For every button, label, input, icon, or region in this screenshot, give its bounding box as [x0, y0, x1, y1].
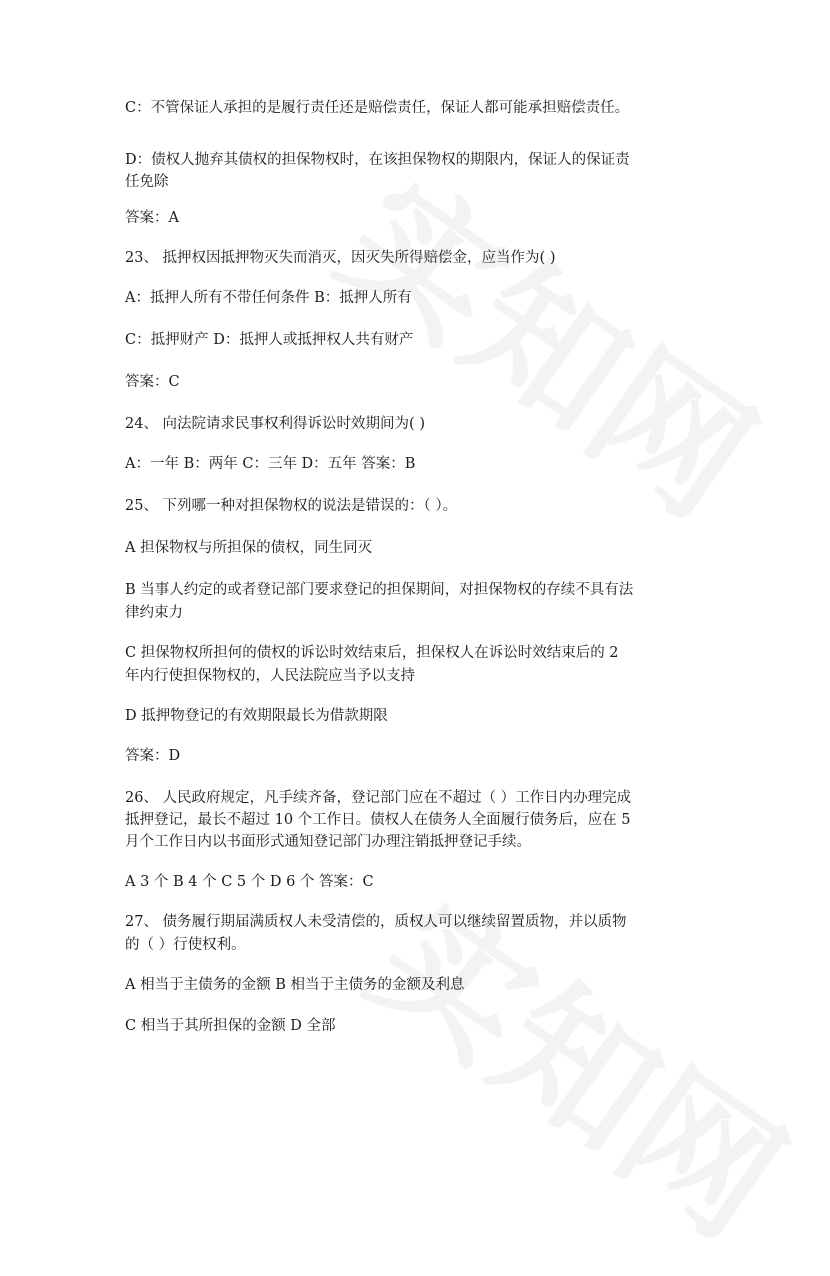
answer-line: 答案：D — [125, 748, 181, 764]
question-line: 的（ ）行使权利。 — [125, 937, 246, 953]
option-line: A：抵押人所有不带任何条件 B：抵押人所有 — [125, 290, 412, 306]
option-line: D 抵押物登记的有效期限最长为借款期限 — [125, 708, 388, 724]
question-line: 27、 债务履行期届满质权人未受清偿的，质权人可以继续留置质物，并以质物 — [125, 914, 627, 930]
answer-line: 答案：A — [125, 210, 179, 226]
option-line: B 当事人约定的或者登记部门要求登记的担保期间，对担保物权的存续不具有法 — [125, 582, 634, 598]
option-line: 律约束力 — [125, 605, 183, 621]
option-line: C 相当于其所担保的金额 D 全部 — [125, 1018, 336, 1034]
text-line: 任免除 — [125, 174, 169, 190]
watermark — [339, 840, 830, 1275]
question-line: 23、 抵押权因抵押物灭失而消灭，因灭失所得赔偿金，应当作为( ) — [125, 250, 556, 266]
text-line: C：不管保证人承担的是履行责任还是赔偿责任，保证人都可能承担赔偿责任。 — [125, 100, 630, 116]
option-line: C：抵押财产 D：抵押人或抵押权人共有财产 — [125, 332, 414, 348]
option-line: A 3 个 B 4 个 C 5 个 D 6 个 答案：C — [125, 874, 374, 890]
question-line: 25、 下列哪一种对担保物权的说法是错误的：（ ）。 — [125, 498, 458, 514]
option-line: C 担保物权所担何的债权的诉讼时效结束后，担保权人在诉讼时效结束后的 2 — [125, 645, 619, 661]
option-line: 年内行使担保物权的，人民法院应当予以支持 — [125, 668, 415, 684]
answer-line: 答案：C — [125, 374, 180, 390]
question-line: 26、 人民政府规定，凡手续齐备，登记部门应在不超过（ ）工作日内办理完成 — [125, 790, 632, 806]
question-line: 抵押登记，最长不超过 10 个工作日。债权人在债务人全面履行债务后，应在 5 — [125, 812, 631, 828]
option-line: A 担保物权与所担保的债权，同生同灭 — [125, 540, 373, 556]
question-line: 月个工作日内以书面形式通知登记部门办理注销抵押登记手续。 — [125, 834, 531, 850]
question-line: 24、 向法院请求民事权利得诉讼时效期间为( ) — [125, 416, 425, 432]
option-line: A 相当于主债务的金额 B 相当于主债务的金额及利息 — [125, 977, 465, 993]
text-line: D：债权人抛弃其债权的担保物权时，在该担保物权的期限内，保证人的保证责 — [125, 152, 630, 168]
option-line: A：一年 B：两年 C：三年 D：五年 答案：B — [125, 456, 416, 472]
